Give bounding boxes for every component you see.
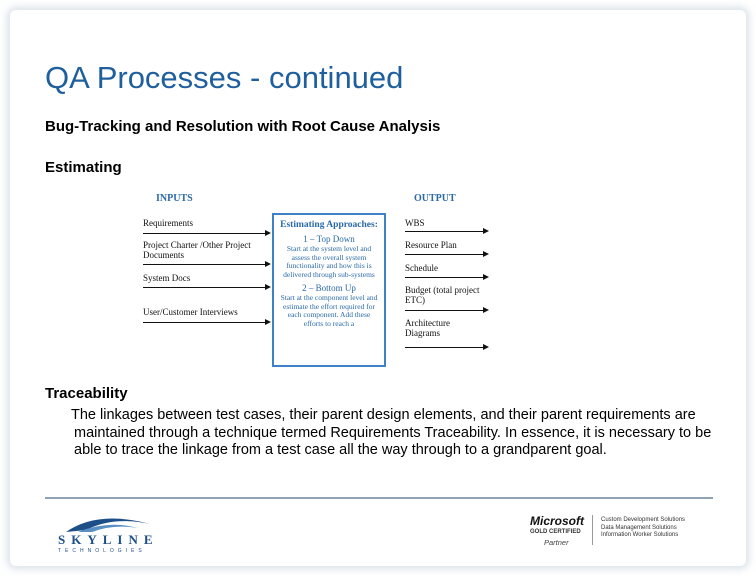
approaches-title: Estimating Approaches: [280,220,378,230]
inputs-header: INPUTS [156,193,193,204]
competency-item: Data Management Solutions [601,524,677,531]
gold-certified-label: GOLD CERTIFIED [530,529,581,535]
output-arrow-5 [405,347,487,348]
input-user-interviews: User/Customer Interviews [143,307,238,317]
bottom-up-description: Start at the component level and estimate the effort required for each component. Add these efforts to reach a [280,293,378,328]
input-arrow-4 [143,322,269,323]
microsoft-partner-logo [530,514,610,550]
output-header: OUTPUT [414,193,456,204]
partner-divider [592,515,593,545]
top-down-heading: 1 – Top Down [303,234,355,244]
output-arrow-1 [405,231,487,232]
estimating-approaches-box [272,213,386,367]
output-arrow-3 [405,277,487,278]
heading-estimating: Estimating [45,159,122,176]
competency-list [601,517,685,540]
estimating-diagram [140,190,500,370]
input-arrow-3 [143,287,269,288]
input-arrow-1 [143,233,269,234]
input-project-charter: Project Charter /Other Project Documents [143,240,251,260]
competency-item: Custom Development Solutions [601,517,686,523]
subtitle-bug-tracking: Bug-Tracking and Resolution with Root Cause Analysis [45,118,441,135]
output-wbs: WBS [405,218,425,228]
traceability-paragraph: The linkages between test cases, their parent design elements, and their parent requirements are maintained through a technique termed Requirements Traceability. In essence, it is necessary to be able to trace the linkage from a test case all the way through to a grandparent goal. [71,407,712,458]
output-arrow-2 [405,254,487,255]
slide-title: QA Processes - continued [45,60,404,95]
partner-label: Partner [544,538,569,547]
footer-divider [45,497,713,499]
competency-item: Information Worker Solutions [601,532,679,538]
skyline-tagline: TECHNOLOGIES [58,548,146,554]
output-resource-plan: Resource Plan [405,240,457,250]
top-down-description: Start at the system level and assess the overall system functionality and how this is delivered through sub-systems [283,244,375,279]
heading-traceability: Traceability [45,385,128,402]
output-arrow-4 [405,310,487,311]
bottom-up-heading: 2 – Bottom Up [302,283,356,293]
microsoft-wordmark: Microsoft [530,514,584,528]
skyline-logo [58,510,158,555]
skyline-wordmark: SKYLINE [58,532,159,547]
output-architecture: Architecture Diagrams [405,318,450,338]
input-system-docs: System Docs [143,273,191,283]
input-requirements: Requirements [143,218,193,228]
output-schedule: Schedule [405,263,438,273]
swoosh-icon [58,510,158,534]
output-budget: Budget (total project ETC) [405,285,480,305]
input-arrow-2 [143,264,269,265]
